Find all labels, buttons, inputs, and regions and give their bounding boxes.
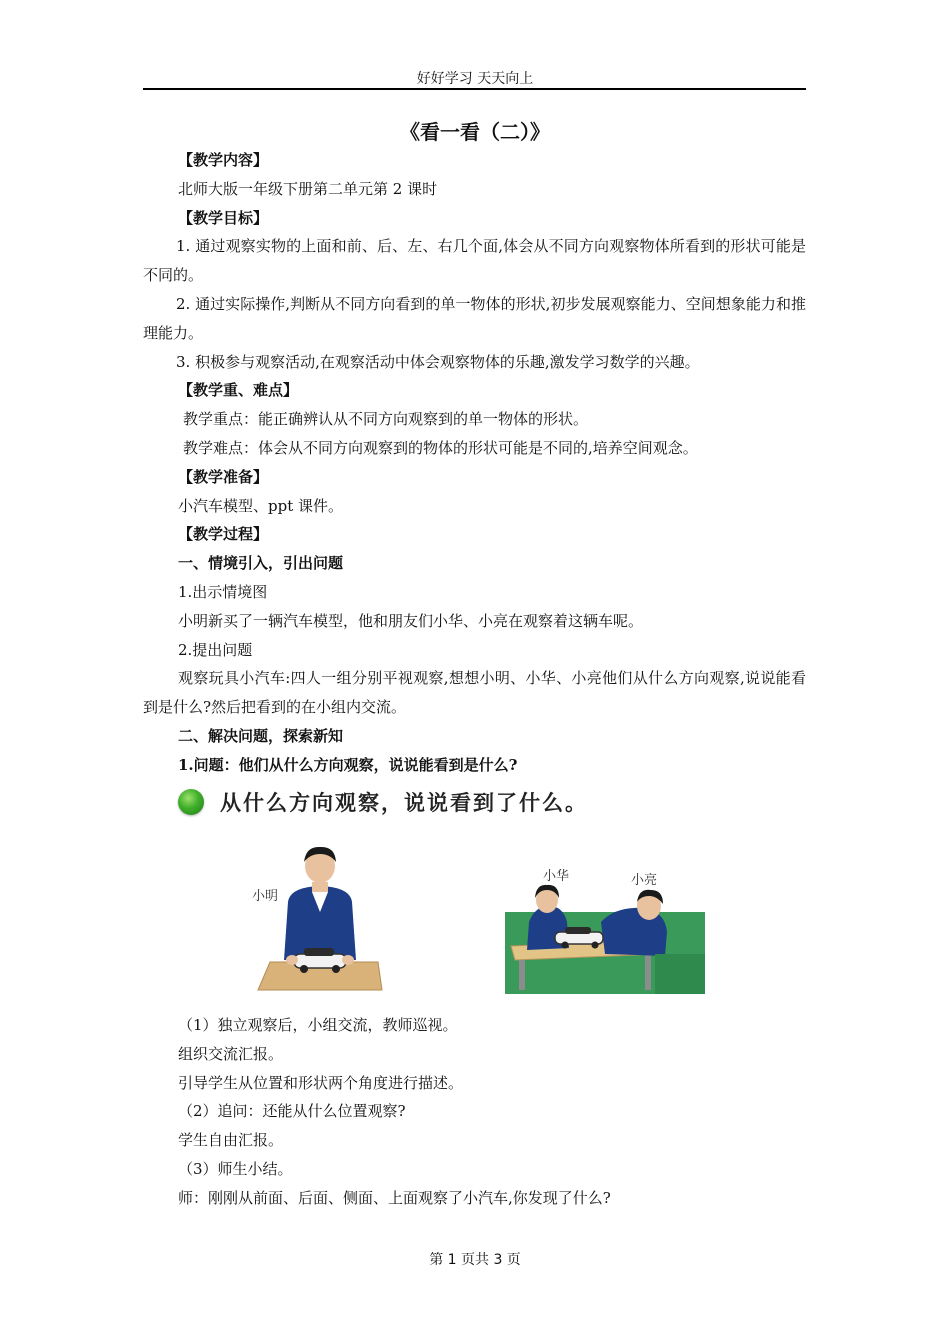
part1-heading: 一、情境引入，引出问题: [178, 554, 344, 573]
page-footer: 第 1 页共 3 页: [429, 1252, 521, 1268]
part2-heading: 二、解决问题，探索新知: [178, 726, 344, 745]
banner-text: 从什么方向观察，说说看到了什么。: [220, 791, 588, 815]
document-body-continued: [143, 1011, 806, 1213]
header-rule: [143, 88, 806, 90]
part1-step2-text: 观察玩具小汽车:四人一组分别平视观察,想想小明、小华、小亮他们从什么方向观察,说说能看到是什么?然后把看到的在小组内交流。: [143, 669, 806, 717]
section-heading-process: 【教学过程】: [178, 525, 269, 544]
report-text: 组织交流汇报。: [178, 1044, 284, 1063]
photo-xiaoming-observing-car: [240, 842, 400, 994]
document-body: [143, 146, 806, 780]
section-heading-keypoints: 【教学重、难点】: [178, 381, 299, 400]
part2-question-1: 1.问题：他们从什么方向观察，说说能看到是什么?: [178, 755, 518, 774]
goal-2: 2. 通过实际操作,判断从不同方向看到的单一物体的形状,初步发展观察能力、空间想象能力和推理能力。: [143, 294, 806, 342]
section-heading-content: 【教学内容】: [178, 151, 269, 169]
goal-3: 3. 积极参与观察活动,在观察活动中体会观察物体的乐趣,激发学习数学的兴趣。: [176, 352, 700, 371]
section-heading-goals: 【教学目标】: [178, 208, 269, 227]
part1-step1-text: 小明新买了一辆汽车模型，他和朋友们小华、小亮在观察着这辆车呢。: [178, 611, 644, 630]
goal-1: 1. 通过观察实物的上面和前、后、左、右几个面,体会从不同方向观察物体所看到的形状可能是不同的。: [143, 237, 806, 285]
label-xiaoming: 小明: [252, 889, 279, 904]
step-1-text: （1）独立观察后，小组交流，教师巡视。: [178, 1016, 458, 1034]
photo-xiaohua-xiaoliang-observing-car: [505, 862, 705, 994]
document-title: 《看一看（二）》: [400, 120, 550, 144]
label-xiaohua: 小华: [543, 869, 570, 884]
section-heading-prep: 【教学准备】: [178, 467, 269, 486]
part1-step2: 2.提出问题: [178, 640, 253, 659]
content-text: 北师大版一年级下册第二单元第 2 课时: [178, 179, 438, 198]
part1-step1: 1.出示情境图: [178, 582, 268, 601]
page-header: 好好学习 天天向上: [416, 71, 534, 87]
keypoint-text: 教学重点：能正确辨认从不同方向观察到的单一物体的形状。: [183, 410, 589, 429]
teacher-question-text: 师：刚刚从前面、后面、侧面、上面观察了小汽车,你发现了什么?: [178, 1188, 611, 1207]
difficulty-text: 教学难点：体会从不同方向观察到的物体的形状可能是不同的,培养空间观念。: [183, 438, 698, 457]
free-report-text: 学生自由汇报。: [178, 1131, 284, 1150]
step-3-text: （3）师生小结。: [178, 1159, 293, 1178]
question-banner: [178, 786, 588, 818]
green-dot-icon: [178, 789, 204, 815]
label-xiaoliang: 小亮: [631, 873, 658, 888]
step-2-text: （2）追问：还能从什么位置观察?: [178, 1102, 406, 1121]
prep-text: 小汽车模型、ppt 课件。: [178, 496, 344, 515]
guide-text: 引导学生从位置和形状两个角度进行描述。: [178, 1073, 464, 1092]
